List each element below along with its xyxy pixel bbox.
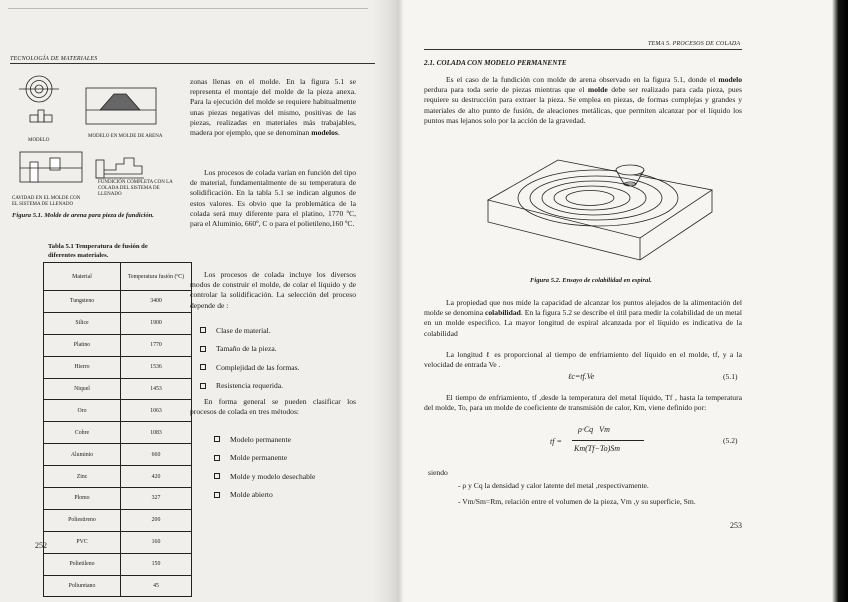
- cell-material: Silice: [44, 312, 121, 334]
- list-item: [200, 358, 300, 377]
- mold-block-side: [488, 190, 712, 260]
- checkbox-bullet-icon: [200, 364, 206, 370]
- cell-temperature: 1900: [121, 312, 192, 334]
- cell-temperature: 160: [121, 531, 192, 553]
- list-item-label: Molde abierto: [230, 490, 273, 500]
- cell-material: Cobre: [44, 422, 121, 444]
- table-row: [44, 444, 192, 466]
- list-item: [214, 449, 315, 468]
- paragraph-procesos-varian: Los procesos de colada varían en función del tipo de material, fundamentalmente de su temperatura de solidificación. En la tabla 5.1 se indican algunos de estos valores. Es obvio que la problemática de la colada será muy diferente para el platino, 1770 ºC, para el Aluminio, 660º, C o para el polietileno,160 ºC.: [190, 168, 356, 229]
- para1-text: zonas llenas en el molde. En la figura 5.1 se representa el montaje del molde de la pieza anexa. Para la ejecución del molde se requiere habitualmente unas piezas negativas del mismo, positivas de las piezas, realizadas en materiales más trabajables, madera por ejemplo, que se denominan: [190, 77, 356, 138]
- cell-temperature: 200: [121, 509, 192, 531]
- list-item: [200, 377, 300, 396]
- cell-temperature: 1083: [121, 422, 192, 444]
- siendo-label: siendo: [428, 468, 448, 477]
- checkbox-bullet-icon: [214, 473, 220, 479]
- table-row: [44, 466, 192, 488]
- left-page: [0, 0, 400, 602]
- spiral-channel: [518, 170, 678, 226]
- list-item: [214, 486, 315, 505]
- checkbox-bullet-icon: [214, 436, 220, 442]
- cell-temperature: 1063: [121, 400, 192, 422]
- casting-drawing: [96, 158, 144, 178]
- cell-temperature: 1770: [121, 334, 192, 356]
- list-item: [200, 321, 300, 340]
- checkbox-bullet-icon: [214, 492, 220, 498]
- paragraph-procesos-incluye: Los procesos de colada incluye los diversos modos de construir el molde, de colar el líquido y de controlar la solidificación. La selección del proceso depende de :: [190, 270, 356, 310]
- pattern-drawing: [19, 76, 59, 122]
- cell-temperature: 150: [121, 553, 192, 575]
- figure-5-1-caption: Figura 5.1. Molde de arena para pieza de fundición.: [12, 212, 154, 219]
- p2-c: . En la figura 5.2 se describe el útil para medir la colabilidad de un metal en un molde especifico. La mayor longitud de espiral alcanzada por el líquido es indicativa de la colabilidad: [424, 308, 742, 338]
- checkbox-bullet-icon: [200, 327, 206, 333]
- table-row: [44, 422, 192, 444]
- p1-bold-molde: molde: [587, 85, 608, 95]
- cell-material: PVC: [44, 531, 121, 553]
- right-page: [400, 0, 848, 602]
- header-rule: [10, 63, 375, 64]
- para1-bold-modelos: modelos: [311, 128, 338, 138]
- cell-material: Polietileno: [44, 553, 121, 575]
- cell-material: Aluminio: [44, 444, 121, 466]
- page-edge-shadow: [832, 0, 848, 602]
- paragraph-modelo-permanente: [424, 75, 742, 126]
- cell-temperature: 3400: [121, 291, 192, 313]
- equation-5-1: ℓc=tf.Ve: [568, 372, 595, 381]
- list-item-label: Resistencia requerida.: [216, 381, 284, 391]
- page-number-right: 253: [730, 521, 742, 530]
- equation-5-2-denominator: Km(Tf−To)Sm: [574, 444, 621, 453]
- table-row: [44, 291, 192, 313]
- list-item-label: Clase de material.: [216, 325, 271, 335]
- cavity-drawing: [20, 152, 82, 182]
- cell-material: Zinc: [44, 466, 121, 488]
- running-header: TEMA 5. PROCESOS DE COLADA: [648, 41, 741, 47]
- paragraph-tiempo: El tiempo de enfriamiento, tf ,desde la temperatura del metal líquido, Tf , hasta la temperatura del molde, To, para un molde de coeficiente de transmisión de calor, Km, viene definido por:: [424, 393, 742, 413]
- table-row: [44, 509, 192, 531]
- cell-material: Niquel: [44, 378, 121, 400]
- paragraph-longitud: La longitud ℓ es proporcional al tiempo de enfriamiento del líquido en el molde, tf, y a la velocidad de entrada Ve .: [424, 350, 742, 370]
- header-material: Material: [44, 263, 121, 291]
- p1-c: perdura para toda serie de piezas mientras que el: [424, 85, 588, 95]
- cell-temperature: 327: [121, 488, 192, 510]
- equation-5-2-numerator: ρ·Cq Vm: [578, 425, 610, 434]
- cell-material: Platino: [44, 334, 121, 356]
- cell-material: Poliuretano: [44, 575, 121, 597]
- para1-end: .: [337, 128, 340, 138]
- table-row: [44, 378, 192, 400]
- cell-temperature: 1453: [121, 378, 192, 400]
- cell-temperature: 45: [121, 575, 192, 597]
- checkbox-bullet-icon: [200, 346, 206, 352]
- cell-material: Hierro: [44, 356, 121, 378]
- table-row: [44, 575, 192, 597]
- top-rule: [8, 8, 368, 9]
- equation-5-2-fraction-bar: [572, 440, 644, 441]
- list-item-label: Molde permanente: [230, 453, 288, 463]
- table-row: [44, 312, 192, 334]
- definition-volume-ratio: - Vm/Sm=Rm, relación entre el volumen de la pieza, Vm ,y su superficie, Sm.: [458, 497, 696, 506]
- list-item-label: Complejidad de las formas.: [216, 362, 300, 372]
- cell-material: Tungsteno: [44, 291, 121, 313]
- table-row: [44, 356, 192, 378]
- list-item-label: Modelo permanente: [230, 434, 291, 444]
- cell-temperature: 420: [121, 466, 192, 488]
- page-number-left: 252: [35, 541, 47, 550]
- paragraph-colabilidad: [424, 298, 742, 339]
- table-row: [44, 553, 192, 575]
- list-item: [200, 340, 300, 359]
- table-row: [44, 531, 192, 553]
- p1-e: debe ser realizado para cada pieza, pues requiere su destrucción para extraer la pieza. Se emplea en piezas, de formas complejas y grandes y materiales de alto punto de fusión, de aleaciones metálicas, que permiten alcanzar por el líquido los puntos mas lejanos solo por la acción de la gravedad.: [424, 85, 742, 125]
- equation-5-2-number: (5.2): [723, 436, 738, 445]
- checkbox-bullet-icon: [214, 455, 220, 461]
- table-header-row: [44, 263, 192, 291]
- section-title: 2.1. COLADA CON MODELO PERMANENTE: [424, 59, 567, 67]
- figure-5-2-caption: Figura 5.2. Ensayo de colabilidad en espiral.: [530, 277, 652, 284]
- p1-bold-modelo: modelo: [718, 75, 742, 84]
- spiral-test-figure: [480, 150, 720, 266]
- header-temperature: Temperatura fusión (ºC): [121, 263, 192, 291]
- paragraph-clasificar: En forma general se pueden clasificar los procesos de colada en tres métodos:: [190, 397, 356, 417]
- table-row: [44, 488, 192, 510]
- checkbox-bullet-icon: [200, 383, 206, 389]
- equation-5-2-lhs: tf =: [550, 437, 562, 446]
- sand-mold-drawing: [86, 88, 156, 124]
- label-fundicion: FUNDICIÓN COMPLETA CON LA COLADA DEL SISTEMA DE LLENADO: [98, 180, 173, 197]
- table-row: [44, 334, 192, 356]
- label-molde: MODELO EN MOLDE DE ARENA: [88, 134, 163, 139]
- list-item-label: Tamaño de la pieza.: [216, 344, 277, 354]
- p2-bold-colabilidad: colabilidad: [485, 308, 521, 318]
- header-rule: [424, 49, 742, 50]
- cell-material: Oro: [44, 400, 121, 422]
- p1-a: Es el caso de la fundición con molde de arena observado en la figura 5.1, donde el: [446, 75, 719, 84]
- cell-material: Poliestireno: [44, 509, 121, 531]
- casting-methods-list: [214, 430, 315, 504]
- p2-a: La propiedad que nos mide la capacidad de alcanzar los puntos alejados de la alimentación del molde se denomina: [424, 298, 742, 318]
- cell-temperature: 1536: [121, 356, 192, 378]
- definition-density: - ρ y Cq la densidad y calor latente del metal ,respectivamente.: [458, 481, 649, 490]
- paragraph-zonas: [190, 77, 356, 138]
- running-header: TECNOLOGÍA DE MATERIALES: [10, 56, 98, 62]
- table-title: Tabla 5.1 Temperatura de fusión de diferentes materiales.: [48, 243, 148, 259]
- table-row: [44, 400, 192, 422]
- pouring-cup: [616, 165, 644, 186]
- cell-material: Plomo: [44, 488, 121, 510]
- equation-5-1-number: (5.1): [723, 372, 738, 381]
- melting-temperature-table: [43, 262, 192, 597]
- list-item-label: Molde y modelo desechable: [230, 471, 316, 481]
- selection-factors-list: [200, 321, 300, 395]
- label-cavidad: CAVIDAD EN EL MOLDE CON EL SISTEMA DE LLENADO: [12, 196, 81, 207]
- list-item: [214, 430, 315, 449]
- label-modelo: MODELO: [28, 138, 50, 143]
- list-item: [214, 467, 315, 486]
- cell-temperature: 660: [121, 444, 192, 466]
